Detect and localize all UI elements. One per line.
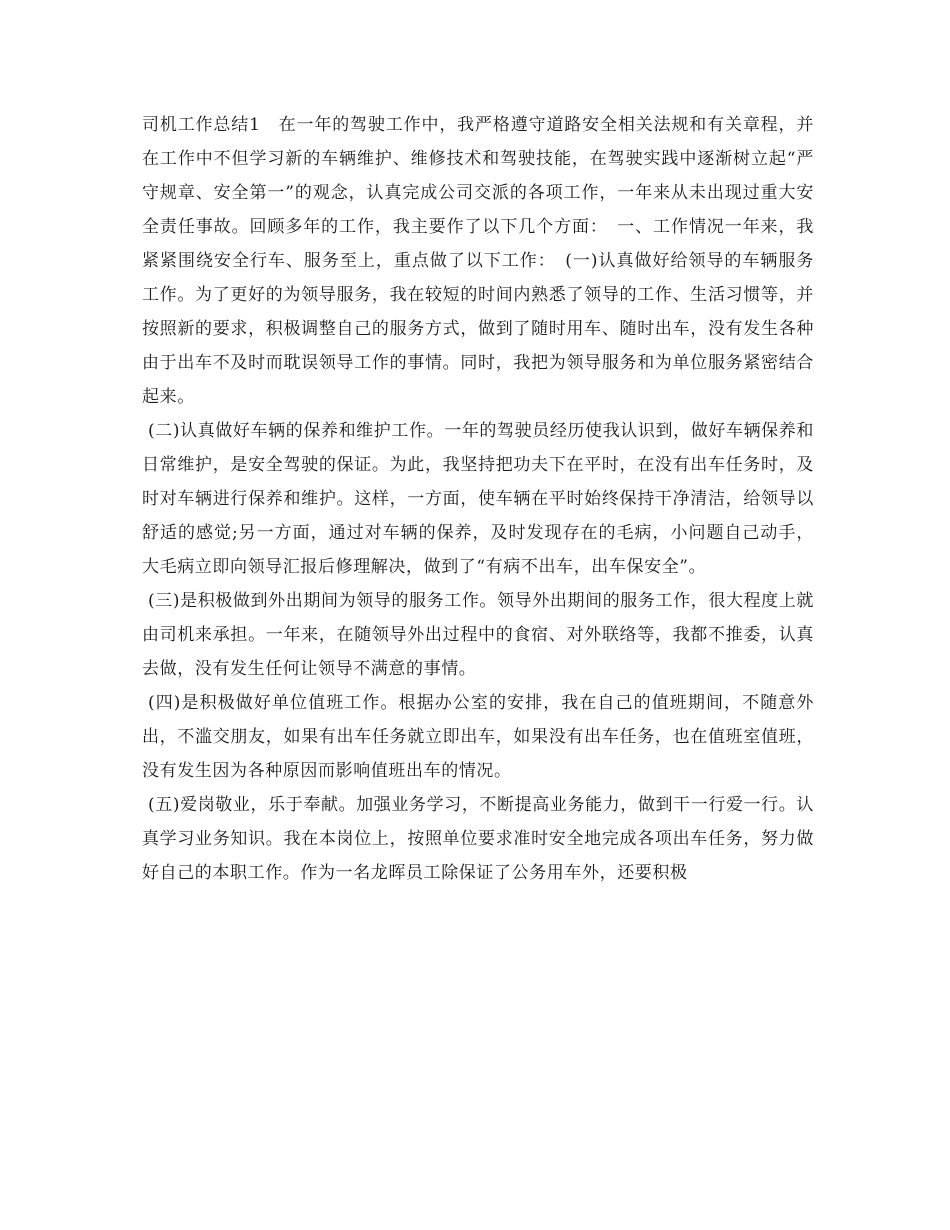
paragraph-intro: 司机工作总结1 在一年的驾驶工作中，我严格遵守道路安全相关法规和有关章程，并在工作中不但学习新的车辆维护、维修技术和驾驶技能，在驾驶实践中逐渐树立起“严守规章、安全第一”的观念，认真完成公司交派的各项工作，一年来从未出现过重大安全责任事故。回顾多年的工作，我主要作了以下几个方面： 一、工作情况一年来，我紧紧围绕安全行车、服务至上，重点做了以下工作： (一)认真做好给领导的车辆服务工作。为了更好的为领导服务，我在较短的时间内熟悉了领导的工作、生活习惯等，并按照新的要求，积极调整自己的服务方式，做到了随时用车、随时出车，没有发生各种由于出车不及时而耽误领导工作的事情。同时，我把为领导服务和为单位服务紧密结合起来。 [142, 115, 814, 407]
paragraph-section-4: (四)是积极做好单位值班工作。根据办公室的安排，我在自己的值班期间，不随意外出，不滥交朋友，如果有出车任务就立即出车，如果没有出车任务，也在值班室值班，没有发生因为各种原因而影响值班出车的情况。 [142, 693, 814, 781]
paragraph-section-5: (五)爱岗敬业，乐于奉献。加强业务学习，不断提高业务能力，做到干一行爱一行。认真学习业务知识。我在本岗位上，按照单位要求准时安全地完成各项出车任务，努力做好自己的本职工作。作为一名龙晖员工除保证了公务用车外，还要积极 [142, 795, 814, 883]
paragraph-section-3: (三)是积极做到外出期间为领导的服务工作。领导外出期间的服务工作，很大程度上就由司机来承担。一年来，在随领导外出过程中的食宿、对外联络等，我都不推委，认真去做，没有发生任何让领导不满意的事情。 [142, 591, 814, 679]
document-body [142, 108, 814, 890]
paragraph-section-2: (二)认真做好车辆的保养和维护工作。一年的驾驶员经历使我认识到，做好车辆保养和日常维护，是安全驾驶的保证。为此，我坚持把功夫下在平时，在没有出车任务时，及时对车辆进行保养和维护。这样，一方面，使车辆在平时始终保持干净清洁，给领导以舒适的感觉;另一方面，通过对车辆的保养，及时发现存在的毛病，小问题自己动手，大毛病立即向领导汇报后修理解决，做到了“有病不出车，出车保安全”。 [142, 421, 814, 577]
